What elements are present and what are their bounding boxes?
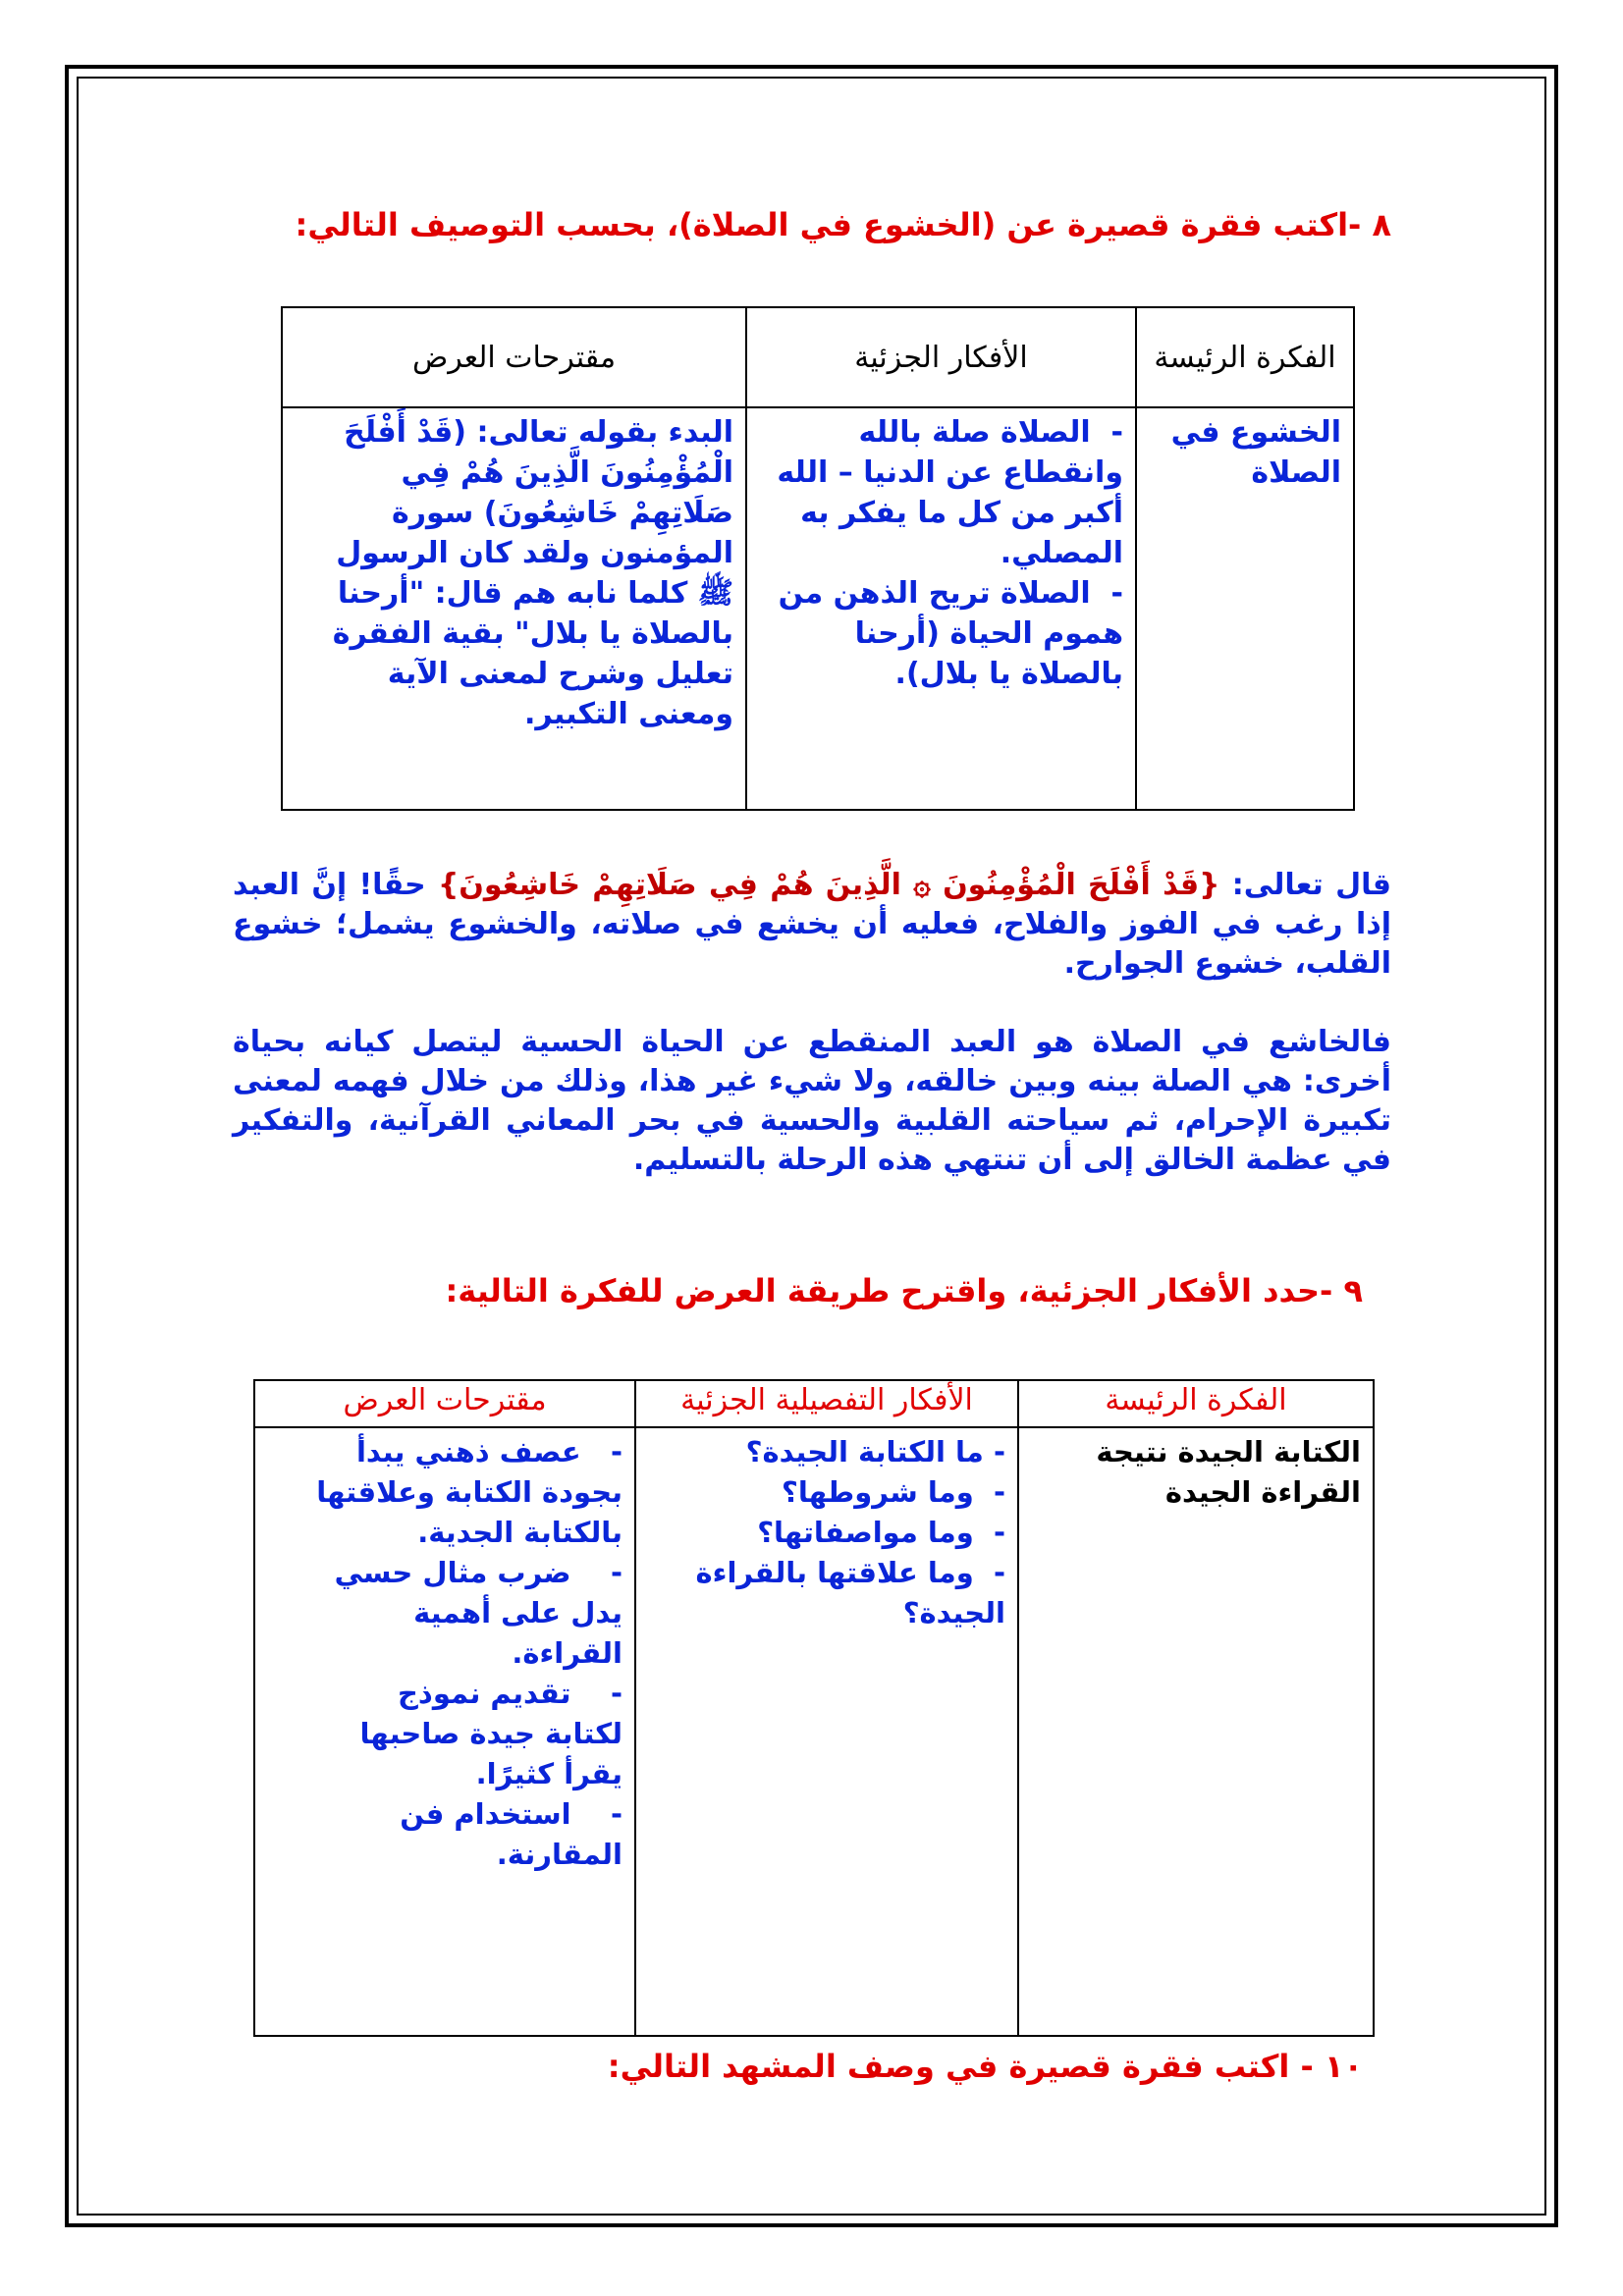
table-writing — [253, 1379, 1375, 2037]
table2-present-1: - عصف ذهني يبدأ بجودة الكتابة وعلاقتها بالكتابة الجدية. — [316, 1435, 622, 1549]
quran-verse: {قَدْ أَفْلَحَ الْمُؤْمِنُونَ ۞ الَّذِينَ هُمْ فِي صَلَاتِهِمْ خَاشِعُونَ} — [437, 868, 1220, 902]
question-9-title: ٩ -حدد الأفكار الجزئية، واقترح طريقة العرض للفكرة التالية: — [445, 1272, 1363, 1309]
table1-header-present: مقترحات العرض — [282, 307, 746, 407]
table-khushu — [281, 306, 1355, 811]
table2-sub-idea-1: - ما الكتابة الجيدة؟ — [745, 1435, 1005, 1468]
table1-sub-idea-2: - الصلاة تريح الذهن من هموم الحياة (أرحنا بالصلاة يا بلال). — [778, 576, 1123, 691]
table2-present-3: - تقديم نموذج لكتابة جيدة صاحبها يقرأ كثيرًا. — [359, 1677, 622, 1790]
table2-header-sub: الأفكار التفصيلية الجزئية — [635, 1380, 1018, 1427]
table2-sub-idea-3: - وما مواصفاتها؟ — [757, 1516, 1005, 1549]
table1-presentation: البدء بقوله تعالى: (قَدْ أَفْلَحَ الْمُؤْمِنُونَ الَّذِينَ هُمْ فِي صَلَاتِهِمْ خَاشِعُونَ) سورة المؤمنون ولقد كان الرسول ﷺ كلما نابه هم قال: "أرحنا بالصلاة يا بلال" بقية الفقرة تعليل وشرح لمعنى الآية ومعنى التكبير. — [282, 407, 746, 810]
table2-header-present: مقترحات العرض — [254, 1380, 635, 1427]
table2-present-2: - ضرب مثال حسي يدل على أهمية القراءة. — [334, 1556, 622, 1670]
question-10-title: ١٠ - اكتب فقرة قصيرة في وصف المشهد التالي: — [607, 2048, 1363, 2085]
model-paragraph-2: فالخاشع في الصلاة هو العبد المنقطع عن الحياة الحسية ليتصل كيانه بحياة أخرى: هي الصلة بينه وبين خالقه، ولا شيء غير هذا، وذلك من خلال فهمه لمعنى تكبيرة الإحرام، ثم سياحته القلبية والحسية في بحر المعاني القرآنية، والتفكير في عظمة الخالق إلى أن تنتهي هذه الرحلة بالتسليم. — [233, 1025, 1391, 1177]
table1-main-idea: الخشوع في الصلاة — [1136, 407, 1354, 810]
question-8-title: ٨ -اكتب فقرة قصيرة عن (الخشوع في الصلاة)، بحسب التوصيف التالي: — [295, 206, 1391, 243]
table2-sub-idea-4: - وما علاقتها بالقراءة الجيدة؟ — [695, 1556, 1005, 1629]
table2-present-4: - استخدام فن المقارنة. — [400, 1797, 622, 1871]
paragraph-1-text: حقًا! إنَّ العبد إذا رغب في الفوز والفلاح، فعليه أن يخشع في صلاته، والخشوع يشمل؛ خشوع القلب، خشوع الجوارح. — [233, 868, 1391, 981]
table1-header-main: الفكرة الرئيسة — [1136, 307, 1354, 407]
model-paragraph-1 — [233, 866, 1391, 984]
table1-header-sub: الأفكار الجزئية — [746, 307, 1136, 407]
table2-header-main: الفكرة الرئيسة — [1018, 1380, 1374, 1427]
table1-sub-ideas — [746, 407, 1136, 810]
table2-sub-ideas — [635, 1427, 1018, 2036]
table2-presentation — [254, 1427, 635, 2036]
table1-sub-idea-1: - الصلاة صلة بالله وانقطاع عن الدنيا – الله أكبر من كل ما يفكر به المصلي. — [777, 415, 1123, 570]
table2-main-idea: الكتابة الجيدة نتيجة القراءة الجيدة — [1018, 1427, 1374, 2036]
table2-sub-idea-2: - وما شروطها؟ — [782, 1475, 1005, 1509]
paragraph-intro: قال تعالى: — [1219, 868, 1392, 902]
